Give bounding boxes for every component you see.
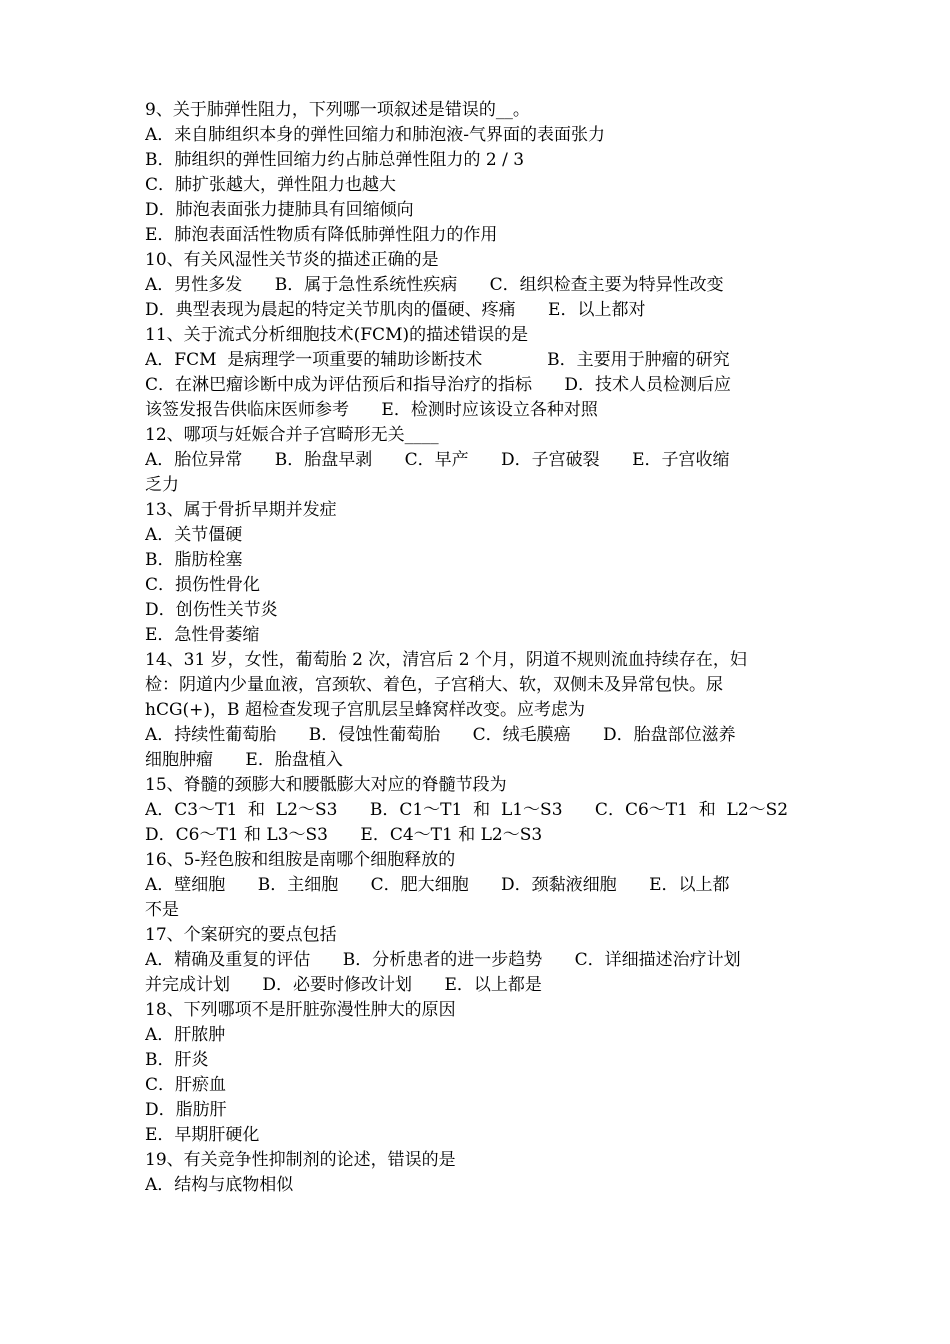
text-line: A．关节僵硬: [145, 525, 243, 545]
text-line: E．急性骨萎缩: [145, 625, 260, 645]
text-line: D．脂肪肝: [145, 1100, 227, 1120]
text-line: 9、关于肺弹性阻力，下列哪一项叙述是错误的__。: [145, 100, 530, 120]
text-line: 12、哪项与妊娠合并子宫畸形无关____: [145, 425, 439, 445]
text-line: 10、有关风湿性关节炎的描述正确的是: [145, 250, 439, 270]
text-line: D．C6～T1 和 L3～S3 E．C4～T1 和 L2～S3: [145, 825, 543, 845]
text-line: C．损伤性骨化: [145, 575, 261, 595]
text-line: C．在淋巴瘤诊断中成为评估预后和指导治疗的指标 D．技术人员检测后应: [145, 375, 732, 395]
text-line: 14、31 岁，女性，葡萄胎 2 次，清宫后 2 个月，阴道不规则流血持续存在，妇: [145, 650, 747, 670]
text-line: D．典型表现为晨起的特定关节肌肉的僵硬、疼痛 E．以上都对: [145, 300, 646, 320]
text-line: 检：阴道内少量血液，宫颈软、着色，子宫稍大、软，双侧未及异常包快。尿: [145, 675, 723, 695]
text-line: A．壁细胞 B．主细胞 C．肥大细胞 D．颈黏液细胞 E．以上都: [145, 875, 730, 895]
text-line: 18、下列哪项不是肝脏弥漫性肿大的原因: [145, 1000, 456, 1020]
text-line: C．肝瘀血: [145, 1075, 227, 1095]
text-line: A．FCM 是病理学一项重要的辅助诊断技术 B．主要用于肿瘤的研究: [145, 350, 730, 370]
text-line: A．精确及重复的评估 B．分析患者的进一步趋势 C．详细描述治疗计划: [145, 950, 741, 970]
text-line: B．脂肪栓塞: [145, 550, 243, 570]
text-line: B．肝炎: [145, 1050, 209, 1070]
text-line: E．肺泡表面活性物质有降低肺弹性阻力的作用: [145, 225, 498, 245]
text-line: A．持续性葡萄胎 B．侵蚀性葡萄胎 C．绒毛膜癌 D．胎盘部位滋养: [145, 725, 736, 745]
text-line: D．创伤性关节炎: [145, 600, 278, 620]
document-body: [145, 98, 807, 1198]
text-line: 11、关于流式分析细胞技术(FCM)的描述错误的是: [145, 325, 529, 345]
text-line: D．肺泡表面张力捷肺具有回缩倾向: [145, 200, 414, 220]
text-line: A．结构与底物相似: [145, 1175, 294, 1195]
text-line: A．C3～T1 和 L2～S3 B．C1～T1 和 L1～S3 C．C6～T1 和 L2～S2: [145, 800, 789, 820]
text-line: 17、个案研究的要点包括: [145, 925, 337, 945]
text-line: 细胞肿瘤 E．胎盘植入: [145, 750, 343, 770]
text-line: 16、5-羟色胺和组胺是南哪个细胞释放的: [145, 850, 456, 870]
text-line: C．肺扩张越大，弹性阻力也越大: [145, 175, 397, 195]
text-line: 13、属于骨折早期并发症: [145, 500, 337, 520]
text-line: E．早期肝硬化: [145, 1125, 260, 1145]
text-line: A．来自肺组织本身的弹性回缩力和肺泡液-气界面的表面张力: [145, 125, 606, 145]
text-line: 该签发报告供临床医师参考 E．检测时应该设立各种对照: [145, 400, 598, 420]
text-line: B．肺组织的弹性回缩力约占肺总弹性阻力的 2 / 3: [145, 150, 525, 170]
text-line: A．胎位异常 B．胎盘早剥 C．早产 D．子宫破裂 E．子宫收缩: [145, 450, 730, 470]
text-line: 15、脊髓的颈膨大和腰骶膨大对应的脊髓节段为: [145, 775, 507, 795]
text-line: A．男性多发 B．属于急性系统性疾病 C．组织检查主要为特异性改变: [145, 275, 724, 295]
text-line: 不是: [145, 900, 179, 920]
text-line: 19、有关竞争性抑制剂的论述，错误的是: [145, 1150, 456, 1170]
text-line: 乏力: [145, 475, 179, 495]
text-line: hCG(+)，B 超检查发现子宫肌层呈蜂窝样改变。应考虑为: [145, 700, 585, 720]
text-line: 并完成计划 D．必要时修改计划 E．以上都是: [145, 975, 542, 995]
text-line: A．肝脓肿: [145, 1025, 226, 1045]
